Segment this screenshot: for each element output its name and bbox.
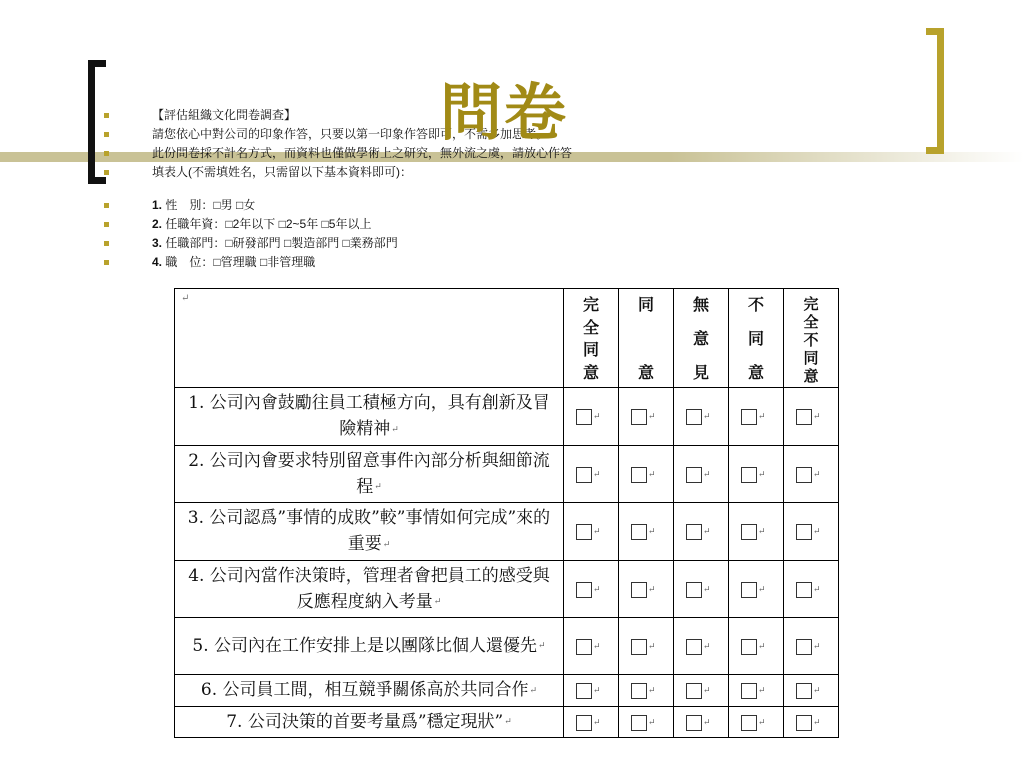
answer-cell <box>564 706 619 738</box>
answer-checkbox[interactable] <box>686 524 702 540</box>
paragraph-mark-icon: ↵ <box>813 469 821 480</box>
paragraph-mark-icon: ↵ <box>648 686 656 697</box>
answer-checkbox[interactable] <box>741 639 757 655</box>
bullet-item <box>100 106 700 125</box>
slide-title: 問卷 <box>440 76 569 149</box>
bullet-number: 2. <box>152 217 163 231</box>
answer-cell <box>619 675 674 707</box>
header-strongly-disagree <box>784 289 839 388</box>
bullet-number: 3. <box>152 236 163 250</box>
table-row <box>175 618 839 675</box>
question-text: 4. 公司內當作決策時，管理者會把員工的感受與反應程度納入考量 <box>188 565 550 612</box>
paragraph-mark-icon: ↵ <box>813 527 821 538</box>
answer-checkbox[interactable] <box>631 582 647 598</box>
table-row <box>175 675 839 707</box>
table-row <box>175 388 839 446</box>
bullet-marker-icon <box>104 203 109 208</box>
question-cell <box>175 618 564 675</box>
answer-cell <box>784 560 839 618</box>
answer-checkbox[interactable] <box>796 409 812 425</box>
paragraph-mark-icon: ↵ <box>758 717 766 728</box>
bullet-item <box>100 163 700 182</box>
bullet-item <box>100 125 700 144</box>
answer-checkbox[interactable] <box>796 524 812 540</box>
bullet-list <box>100 106 700 272</box>
paragraph-mark-icon: ↵ <box>703 584 711 595</box>
answer-cell <box>674 388 729 446</box>
question-text: 1. 公司內會鼓勵往員工積極方向，具有創新及冒險精神 <box>188 393 550 439</box>
answer-checkbox[interactable] <box>741 467 757 483</box>
question-cell <box>175 388 564 446</box>
paragraph-mark-icon: ↵ <box>703 642 711 652</box>
paragraph-mark-icon: ↵ <box>703 412 711 423</box>
answer-cell <box>619 503 674 561</box>
answer-cell <box>619 388 674 446</box>
answer-checkbox[interactable] <box>686 715 702 731</box>
question-text: 3. 公司認爲”事情的成敗”較”事情如何完成”來的重要 <box>187 508 551 554</box>
right-bracket-decoration <box>926 28 944 154</box>
bullet-item-basic-info <box>100 253 700 272</box>
answer-cell <box>619 560 674 618</box>
bullet-text: 任職部門：□研發部門 □製造部門 □業務部門 <box>165 236 398 250</box>
paragraph-mark-icon: ↵ <box>703 717 711 728</box>
question-cell <box>175 445 564 503</box>
paragraph-mark-icon: ↵ <box>758 527 766 538</box>
header-no-opinion <box>674 289 729 388</box>
header-disagree <box>729 289 784 388</box>
answer-checkbox[interactable] <box>576 467 592 483</box>
answer-checkbox[interactable] <box>741 715 757 731</box>
bullet-text: 填表人(不需填姓名，只需留以下基本資料即可)： <box>152 165 412 179</box>
answer-checkbox[interactable] <box>686 409 702 425</box>
paragraph-mark-icon: ↵ <box>391 424 399 435</box>
bullet-item-basic-info <box>100 234 700 253</box>
bullet-text: 【評估組織文化問卷調查】 <box>152 108 297 122</box>
question-cell <box>175 675 564 707</box>
bullet-marker-icon <box>104 151 109 156</box>
paragraph-mark-icon: ↵ <box>504 717 512 727</box>
answer-checkbox[interactable] <box>576 524 592 540</box>
paragraph-mark-icon: ↵ <box>648 527 656 538</box>
table-corner-cell <box>175 289 564 388</box>
answer-cell <box>564 445 619 503</box>
paragraph-mark-icon: ↵ <box>593 584 601 595</box>
answer-checkbox[interactable] <box>631 524 647 540</box>
answer-checkbox[interactable] <box>796 715 812 731</box>
answer-checkbox[interactable] <box>796 582 812 598</box>
paragraph-mark-icon: ↵ <box>529 685 538 696</box>
answer-checkbox[interactable] <box>631 409 647 425</box>
paragraph-mark-icon: ↵ <box>758 412 766 423</box>
answer-checkbox[interactable] <box>741 582 757 598</box>
answer-checkbox[interactable] <box>631 715 647 731</box>
answer-cell <box>784 706 839 738</box>
answer-cell <box>619 618 674 675</box>
paragraph-mark-icon: ↵ <box>593 527 601 538</box>
paragraph-mark-icon: ↵ <box>593 412 601 423</box>
answer-checkbox[interactable] <box>741 409 757 425</box>
answer-cell <box>729 560 784 618</box>
answer-cell <box>674 503 729 561</box>
question-text: 2. 公司內會要求特別留意事件內部分析與細節流程 <box>188 450 550 497</box>
question-cell <box>175 706 564 738</box>
answer-checkbox[interactable] <box>686 467 702 483</box>
table-row <box>175 706 839 738</box>
answer-checkbox[interactable] <box>686 683 702 699</box>
paragraph-mark-icon: ↵ <box>648 412 656 423</box>
answer-checkbox[interactable] <box>796 639 812 655</box>
paragraph-mark-icon: ↵ <box>648 717 656 728</box>
answer-cell <box>784 618 839 675</box>
answer-cell <box>784 675 839 707</box>
answer-checkbox[interactable] <box>576 409 592 425</box>
question-text: 5. 公司內在工作安排上是以團隊比個人還優先 <box>192 635 538 656</box>
bullet-text: 此份問卷採不計名方式，而資料也僅做學術上之研究，無外流之虞，請放心作答 <box>152 146 573 160</box>
bullet-item <box>100 144 700 163</box>
answer-cell <box>729 618 784 675</box>
paragraph-mark-icon: ↵ <box>648 584 656 595</box>
paragraph-mark-icon: ↵ <box>181 293 190 304</box>
answer-cell <box>729 388 784 446</box>
bullet-item-basic-info <box>100 196 700 215</box>
answer-checkbox[interactable] <box>796 467 812 483</box>
paragraph-mark-icon: ↵ <box>382 539 391 550</box>
paragraph-mark-icon: ↵ <box>703 527 711 538</box>
paragraph-mark-icon: ↵ <box>703 686 711 697</box>
answer-cell <box>619 445 674 503</box>
bullet-text: 性 別：□男 □女 <box>165 198 256 212</box>
answer-cell <box>729 503 784 561</box>
answer-checkbox[interactable] <box>631 639 647 655</box>
paragraph-mark-icon: ↵ <box>374 482 382 492</box>
answer-checkbox[interactable] <box>576 715 592 731</box>
table-row <box>175 503 839 561</box>
paragraph-mark-icon: ↵ <box>813 412 821 423</box>
bullet-text: 請您依心中對公司的印象作答，只要以第一印象作答即可，不需多加思考。 <box>152 127 549 141</box>
bullet-marker-icon <box>104 222 109 227</box>
answer-cell <box>729 445 784 503</box>
bullet-item-basic-info <box>100 215 700 234</box>
answer-cell <box>784 445 839 503</box>
answer-cell <box>619 706 674 738</box>
header-label: 無 意 見 <box>692 295 709 382</box>
answer-checkbox[interactable] <box>741 524 757 540</box>
paragraph-mark-icon: ↵ <box>648 642 656 652</box>
table-header-row <box>175 289 839 388</box>
question-text: 7. 公司決策的首要考量爲”穩定現狀” <box>226 711 504 732</box>
header-agree <box>619 289 674 388</box>
answer-checkbox[interactable] <box>576 639 592 655</box>
header-label: 同 意 <box>637 295 654 382</box>
question-cell <box>175 503 564 561</box>
paragraph-mark-icon: ↵ <box>593 717 601 728</box>
answer-checkbox[interactable] <box>796 683 812 699</box>
answer-checkbox[interactable] <box>631 683 647 699</box>
bullet-marker-icon <box>104 132 109 137</box>
bullet-marker-icon <box>104 170 109 175</box>
paragraph-mark-icon: ↵ <box>593 642 601 652</box>
answer-cell <box>784 503 839 561</box>
paragraph-mark-icon: ↵ <box>593 686 601 697</box>
answer-cell <box>674 560 729 618</box>
answer-cell <box>674 445 729 503</box>
question-cell <box>175 560 564 618</box>
paragraph-mark-icon: ↵ <box>758 469 766 480</box>
answer-cell <box>674 706 729 738</box>
bullet-text: 職 位：□管理職 □非管理職 <box>165 255 316 269</box>
questionnaire-table <box>174 288 839 738</box>
answer-cell <box>674 618 729 675</box>
bullet-marker-icon <box>104 241 109 246</box>
paragraph-mark-icon: ↵ <box>538 641 546 652</box>
paragraph-mark-icon: ↵ <box>703 469 711 480</box>
paragraph-mark-icon: ↵ <box>813 642 821 652</box>
answer-cell <box>564 675 619 707</box>
header-label: 完 全 不 同 意 <box>803 295 819 385</box>
decorative-stripe-fade <box>670 152 1024 162</box>
bullet-marker-icon <box>104 113 109 118</box>
answer-cell <box>564 388 619 446</box>
answer-cell <box>564 503 619 561</box>
paragraph-mark-icon: ↵ <box>758 584 766 595</box>
bullet-number: 1. <box>152 198 163 212</box>
paragraph-mark-icon: ↵ <box>593 469 601 480</box>
paragraph-mark-icon: ↵ <box>813 717 821 728</box>
bullet-text: 任職年資：□2年以下 □2~5年 □5年以上 <box>165 217 372 231</box>
answer-cell <box>784 388 839 446</box>
paragraph-mark-icon: ↵ <box>758 642 766 652</box>
header-label: 不 同 意 <box>747 295 764 382</box>
answer-checkbox[interactable] <box>686 639 702 655</box>
answer-checkbox[interactable] <box>576 582 592 598</box>
answer-checkbox[interactable] <box>576 683 592 699</box>
bullet-number: 4. <box>152 255 163 269</box>
paragraph-mark-icon: ↵ <box>648 469 656 480</box>
paragraph-mark-icon: ↵ <box>813 584 821 595</box>
table-row <box>175 445 839 503</box>
paragraph-mark-icon: ↵ <box>433 597 442 607</box>
answer-cell <box>729 675 784 707</box>
answer-checkbox[interactable] <box>686 582 702 598</box>
paragraph-mark-icon: ↵ <box>813 686 821 697</box>
header-strongly-agree <box>564 289 619 388</box>
answer-checkbox[interactable] <box>631 467 647 483</box>
question-text: 6. 公司員工間，相互競爭關係高於共同合作 <box>200 680 529 700</box>
answer-cell <box>729 706 784 738</box>
answer-cell <box>564 618 619 675</box>
answer-cell <box>564 560 619 618</box>
paragraph-mark-icon: ↵ <box>758 686 766 697</box>
answer-checkbox[interactable] <box>741 683 757 699</box>
bullet-marker-icon <box>104 260 109 265</box>
header-label: 完 全 同 意 <box>582 295 599 382</box>
answer-cell <box>674 675 729 707</box>
table-row <box>175 560 839 618</box>
